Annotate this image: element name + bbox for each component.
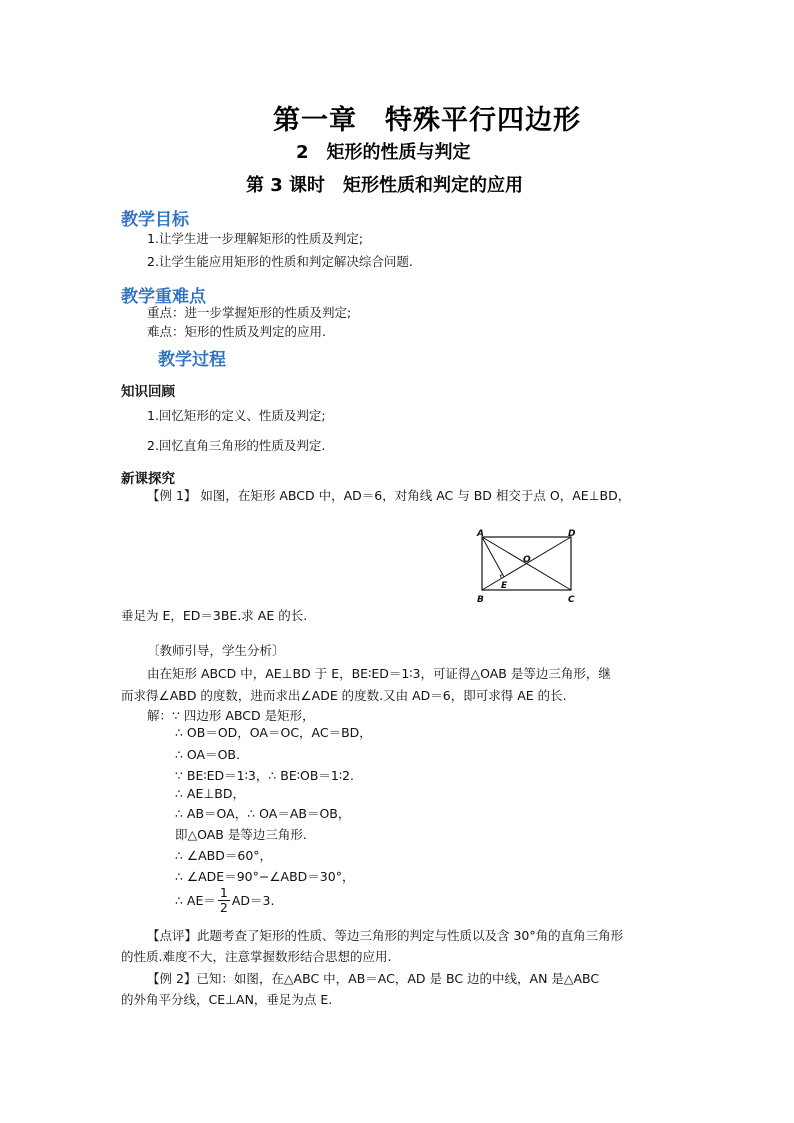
review-item-2: 2.回忆直角三角形的性质及判定.	[147, 438, 326, 453]
solution-line-4: ∴ AE⊥BD，	[175, 786, 245, 801]
objective-item-2: 2.让学生能应用矩形的性质和判定解决综合问题.	[147, 254, 413, 269]
analysis-line-1: 由在矩形 ABCD 中，AE⊥BD 于 E，BE∶ED＝1∶3，可证得△OAB 是等边三角形，继	[147, 666, 611, 681]
solution-line-1: ∴ OB＝OD，OA＝OC，AC＝BD，	[175, 725, 372, 740]
comment-line-2: 的性质.难度不大，注意掌握数形结合思想的应用.	[121, 949, 392, 964]
solution-line-9	[175, 886, 274, 916]
section-title: 2 矩形的性质与判定	[296, 142, 471, 163]
analysis-line-2: 而求得∠ABD 的度数，进而求出∠ADE 的度数.又由 AD＝6，即可求得 AE 的长.	[121, 688, 567, 703]
label-o: O	[523, 555, 531, 565]
label-c: C	[568, 595, 575, 605]
solution-9-suffix: AD＝3.	[231, 892, 275, 908]
new-lesson-heading: 新课探究	[121, 471, 175, 487]
solution-line-6: 即△OAB 是等边三角形.	[175, 827, 307, 842]
review-item-1: 1.回忆矩形的定义、性质及判定;	[147, 408, 326, 423]
focus-point: 重点：进一步掌握矩形的性质及判定;	[147, 305, 352, 320]
fraction-half	[218, 886, 230, 916]
solution-9-prefix: ∴ AE＝	[175, 892, 216, 908]
example1-intro: 【例 1】 如图，在矩形 ABCD 中，AD＝6，对角线 AC 与 BD 相交于点 O，AE⊥BD，	[147, 488, 631, 503]
solution-line-2: ∴ OA＝OB.	[175, 747, 240, 762]
solution-line-7: ∴ ∠ABD＝60°，	[175, 848, 273, 863]
difficulty-point: 难点：矩形的性质及判定的应用.	[147, 324, 326, 339]
example2-line-2: 的外角平分线，CE⊥AN，垂足为点 E.	[121, 992, 333, 1007]
comment-line-1: 【点评】此题考查了矩形的性质、等边三角形的判定与性质以及含 30°角的直角三角形	[147, 928, 624, 943]
solution-line-3: ∵ BE∶ED＝1∶3，∴ BE∶OB＝1∶2.	[175, 768, 355, 783]
objective-item-1: 1.让学生进一步理解矩形的性质及判定;	[147, 231, 364, 246]
label-e: E	[501, 581, 508, 591]
fraction-numerator: 1	[219, 885, 228, 900]
lesson-title: 第 3 课时 矩形性质和判定的应用	[246, 175, 524, 196]
solution-line-0: 解：∵ 四边形 ABCD 是矩形，	[147, 708, 315, 723]
chapter-title: 第一章 特殊平行四边形	[273, 105, 581, 136]
example1-cont: 垂足为 E，ED＝3BE.求 AE 的长.	[121, 608, 308, 623]
review-heading: 知识回顾	[121, 384, 175, 400]
rectangle-figure	[472, 526, 584, 608]
solution-line-8: ∴ ∠ADE＝90°−∠ABD＝30°，	[175, 869, 355, 884]
example2-line-1: 【例 2】已知：如图，在△ABC 中，AB＝AC，AD 是 BC 边的中线，AN 是△ABC	[147, 971, 600, 986]
fraction-denominator: 2	[219, 900, 228, 916]
solution-line-5: ∴ AB＝OA，∴ OA＝AB＝OB，	[175, 806, 351, 821]
label-b: B	[477, 595, 484, 605]
key-points-heading: 教学重难点	[121, 287, 206, 307]
teacher-guide: 〔教师引导，学生分析〕	[147, 643, 285, 658]
label-a: A	[477, 529, 484, 539]
process-heading: 教学过程	[158, 350, 226, 370]
label-d: D	[568, 529, 576, 539]
objectives-heading: 教学目标	[121, 210, 189, 230]
